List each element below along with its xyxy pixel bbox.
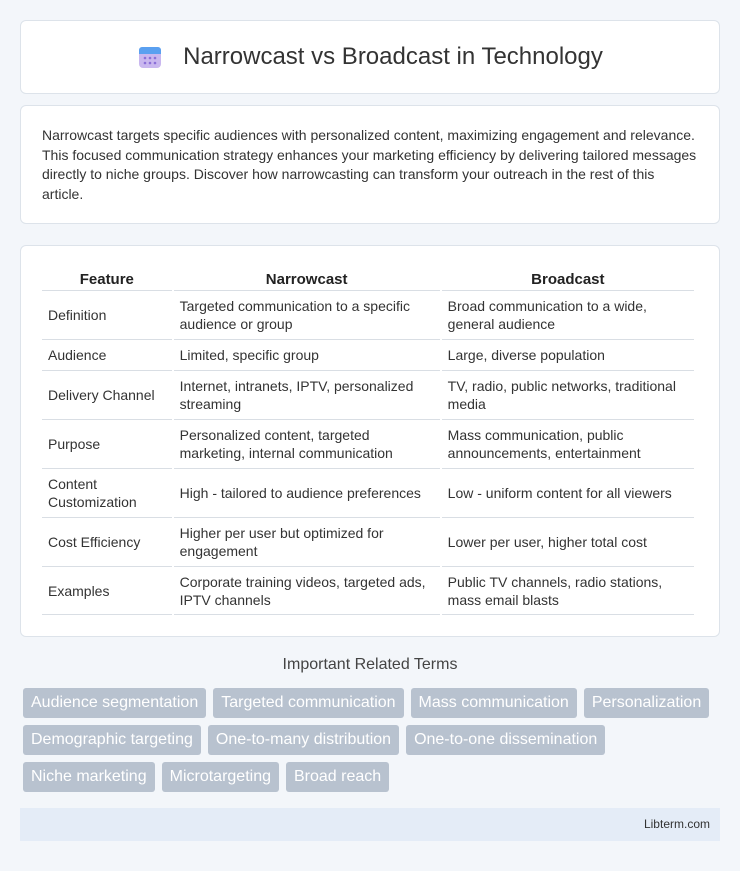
- related-term-tag[interactable]: Broad reach: [286, 762, 389, 792]
- table-cell-broadcast: Mass communication, public announcements, entertainment: [442, 419, 694, 468]
- table-cell-narrowcast: Targeted communication to a specific audience or group: [174, 290, 440, 339]
- related-term-tag[interactable]: Audience segmentation: [23, 688, 206, 718]
- page-title: Narrowcast vs Broadcast in Technology: [183, 43, 603, 70]
- related-term-tag[interactable]: Mass communication: [411, 688, 577, 718]
- table-cell-feature: Content Customization: [42, 468, 172, 517]
- related-term-tag[interactable]: One-to-many distribution: [208, 725, 399, 755]
- table-row: [42, 419, 694, 468]
- table-cell-broadcast: Broad communication to a wide, general audience: [442, 290, 694, 339]
- table-cell-broadcast: Large, diverse population: [442, 339, 694, 370]
- table-cell-narrowcast: Personalized content, targeted marketing, internal communication: [174, 419, 440, 468]
- related-term-tag[interactable]: Demographic targeting: [23, 725, 201, 755]
- table-cell-narrowcast: Limited, specific group: [174, 339, 440, 370]
- related-term-tag[interactable]: Personalization: [584, 688, 709, 718]
- table-cell-feature: Purpose: [42, 419, 172, 468]
- table-cell-broadcast: Low - uniform content for all viewers: [442, 468, 694, 517]
- table-cell-broadcast: TV, radio, public networks, traditional media: [442, 370, 694, 419]
- related-term-tag[interactable]: Targeted communication: [213, 688, 403, 718]
- table-cell-feature: Audience: [42, 339, 172, 370]
- related-term-tag[interactable]: Microtargeting: [162, 762, 279, 792]
- table-cell-broadcast: Public TV channels, radio stations, mass email blasts: [442, 566, 694, 615]
- table-cell-feature: Delivery Channel: [42, 370, 172, 419]
- table-row: [42, 339, 694, 370]
- intro-paragraph: Narrowcast targets specific audiences with personalized content, maximizing engagement and relevance. This focused communication strategy enhances your marketing efficiency by delivering tailored messages directly to niche groups. Discover how narrowcasting can transform your outreach in the rest of this article.: [42, 127, 697, 202]
- table-cell-broadcast: Lower per user, higher total cost: [442, 517, 694, 566]
- title-wrap: [137, 43, 603, 71]
- table-cell-feature: Cost Efficiency: [42, 517, 172, 566]
- table-row: [42, 468, 694, 517]
- column-header-narrowcast: Narrowcast: [265, 271, 348, 288]
- table-row: [42, 290, 694, 339]
- table-row: [42, 517, 694, 566]
- footer: [20, 808, 720, 841]
- table-cell-feature: Definition: [42, 290, 172, 339]
- table-row: [42, 566, 694, 615]
- header-card: [20, 20, 720, 94]
- table-cell-narrowcast: Higher per user but optimized for engagement: [174, 517, 440, 566]
- table-header-row: [42, 266, 694, 290]
- footer-site-link[interactable]: Libterm.com: [643, 817, 710, 831]
- column-header-broadcast: Broadcast: [531, 271, 605, 288]
- table-cell-narrowcast: High - tailored to audience preferences: [174, 468, 440, 517]
- comparison-table-card: [20, 245, 720, 637]
- column-header-feature: Feature: [79, 271, 134, 288]
- table-cell-narrowcast: Internet, intranets, IPTV, personalized streaming: [174, 370, 440, 419]
- table-cell-feature: Examples: [42, 566, 172, 615]
- table-row: [42, 370, 694, 419]
- related-terms-title: Important Related Terms: [282, 656, 458, 673]
- intro-card: [20, 105, 720, 224]
- calendar-icon: [137, 44, 163, 70]
- table-cell-narrowcast: Corporate training videos, targeted ads, IPTV channels: [174, 566, 440, 615]
- comparison-table: [40, 266, 696, 615]
- related-terms-list: [23, 688, 723, 792]
- related-term-tag[interactable]: One-to-one dissemination: [406, 725, 605, 755]
- related-term-tag[interactable]: Niche marketing: [23, 762, 155, 792]
